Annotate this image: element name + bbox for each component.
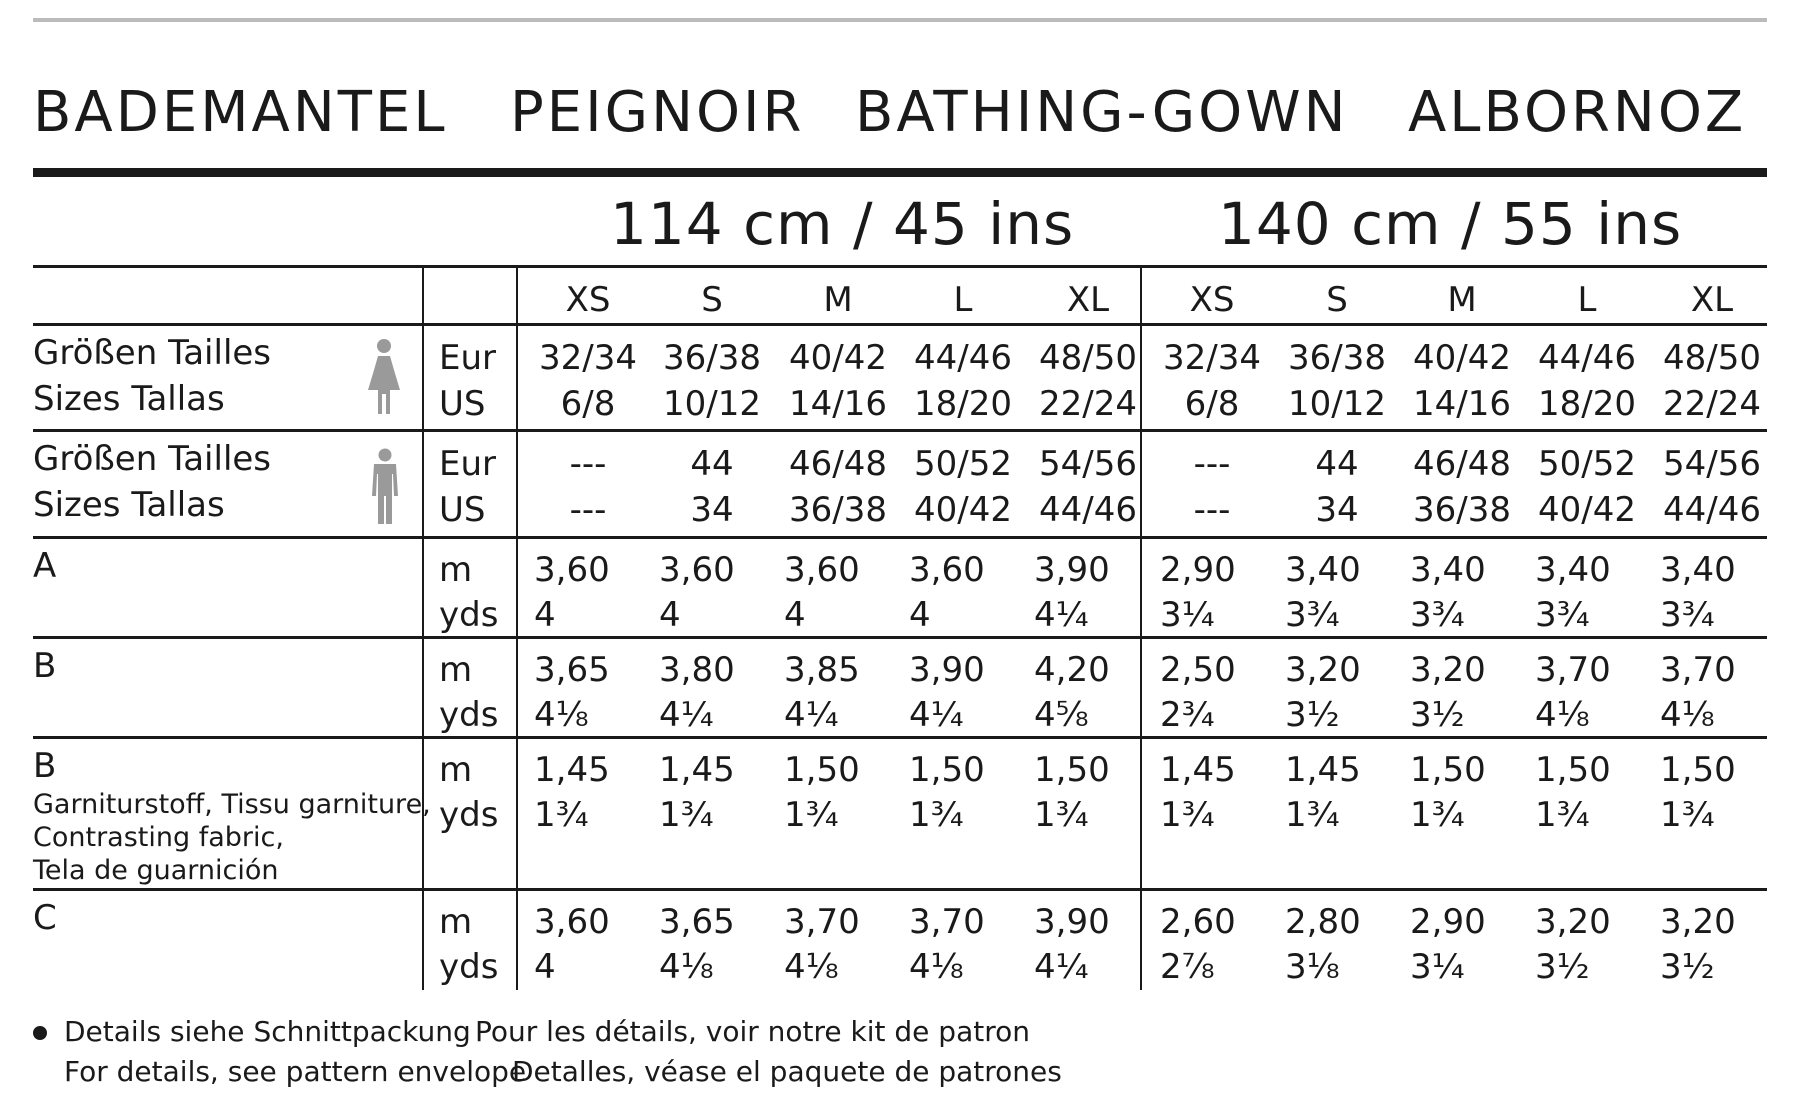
men-size-label-2: Sizes Tallas [33,485,225,525]
men-us-unit: US [439,490,486,530]
title-word-de: BADEMANTEL [33,80,448,145]
yards-value: 1¾ [1034,795,1089,835]
men-us-size: 40/42 [1538,490,1636,530]
men-eur-size: --- [1193,444,1231,484]
view-b-yds-unit: yds [439,695,499,735]
size-code: S [701,280,723,320]
view-a-yds-unit: yds [439,595,499,635]
meters-value: 3,85 [784,650,860,690]
yards-value: 1¾ [1285,795,1340,835]
meters-value: 3,60 [909,550,985,590]
meters-value: 1,45 [534,750,610,790]
women-us-size: 10/12 [663,384,761,424]
women-eur-size: 48/50 [1663,338,1761,378]
yards-value: 3½ [1535,947,1590,987]
yards-value: 4⅛ [1660,695,1715,735]
women-us-unit: US [439,384,486,424]
women-eur-size: 32/34 [539,338,637,378]
yards-value: 3¼ [1410,947,1465,987]
view-b-contrast-label: B [33,746,57,786]
meters-value: 1,50 [784,750,860,790]
women-eur-unit: Eur [439,338,497,378]
meters-value: 1,50 [1034,750,1110,790]
meters-value: 1,50 [1535,750,1611,790]
women-size-label-1: Größen Tailles [33,333,272,373]
yards-value: 4⅛ [659,947,714,987]
men-us-size: 44/46 [1663,490,1761,530]
yards-value: 3¾ [1660,595,1715,635]
yards-value: 4¼ [1034,947,1089,987]
rule-after-women [33,429,1767,432]
col-rule-label [422,266,424,990]
meters-value: 3,70 [1535,650,1611,690]
meters-value: 3,70 [909,902,985,942]
women-eur-size: 36/38 [663,338,761,378]
women-us-size: 22/24 [1039,384,1137,424]
meters-value: 2,90 [1160,550,1236,590]
size-code: XL [1066,280,1110,320]
meters-value: 2,60 [1160,902,1236,942]
meters-value: 1,45 [1160,750,1236,790]
width-140-header: 140 cm / 55 ins [1218,190,1683,258]
yards-value: 4¼ [659,695,714,735]
women-eur-size: 48/50 [1039,338,1137,378]
meters-value: 4,20 [1034,650,1110,690]
men-eur-size: 46/48 [1413,444,1511,484]
meters-value: 3,65 [534,650,610,690]
women-us-size: 10/12 [1288,384,1386,424]
men-us-size: --- [569,490,607,530]
meters-value: 3,40 [1660,550,1736,590]
top-rule [33,18,1767,22]
yards-value: 3¼ [1160,595,1215,635]
women-us-size: 14/16 [1413,384,1511,424]
title-rule [33,168,1767,177]
women-us-size: 18/20 [1538,384,1636,424]
footer-note-fr: Pour les détails, voir notre kit de patron [475,1015,1030,1048]
meters-value: 3,40 [1410,550,1486,590]
size-code: L [953,280,973,320]
yards-value: 1¾ [1160,795,1215,835]
man-figure-icon [370,448,400,526]
meters-value: 3,40 [1285,550,1361,590]
meters-value: 3,20 [1535,902,1611,942]
size-code: S [1326,280,1348,320]
women-eur-size: 44/46 [914,338,1012,378]
footer-note-en: For details, see pattern envelope [64,1055,527,1088]
yards-value: 4⅛ [1535,695,1590,735]
yards-value: 3¾ [1285,595,1340,635]
meters-value: 3,90 [1034,902,1110,942]
size-code: XL [1690,280,1734,320]
men-eur-size: --- [569,444,607,484]
view-b-contrast-note-1: Garniturstoff, Tissu garniture, [33,789,431,820]
women-size-label-2: Sizes Tallas [33,379,225,419]
size-code: XS [565,280,611,320]
yards-value: 4⅛ [784,947,839,987]
yards-value: 4⅛ [909,947,964,987]
view-a-label: A [33,546,57,586]
meters-value: 1,50 [909,750,985,790]
title-word-fr: PEIGNOIR [510,80,805,145]
yards-value: 1¾ [1660,795,1715,835]
yards-value: 4 [534,947,556,987]
view-b-m-unit: m [439,650,473,690]
meters-value: 1,45 [659,750,735,790]
meters-value: 3,60 [784,550,860,590]
rule-after-codes [33,323,1767,326]
footer-bullet [33,1026,47,1040]
women-us-size: 6/8 [1184,384,1240,424]
meters-value: 1,45 [1285,750,1361,790]
yards-value: 4 [909,595,931,635]
women-eur-size: 40/42 [1413,338,1511,378]
yards-value: 1¾ [659,795,714,835]
women-us-size: 22/24 [1663,384,1761,424]
yards-value: 3⅛ [1285,947,1340,987]
yards-value: 4⅛ [534,695,589,735]
men-us-size: 34 [1315,490,1359,530]
view-b-label: B [33,646,57,686]
rule-after-b [33,736,1767,739]
men-size-label-1: Größen Tailles [33,439,272,479]
header-rule [33,265,1767,268]
size-code: XS [1189,280,1235,320]
men-eur-size: 44 [1315,444,1359,484]
meters-value: 3,90 [1034,550,1110,590]
yards-value: 2⅞ [1160,947,1215,987]
yards-value: 4⅝ [1034,695,1089,735]
yards-value: 2¾ [1160,695,1215,735]
yards-value: 1¾ [534,795,589,835]
size-code: M [823,280,853,320]
yards-value: 4 [784,595,806,635]
meters-value: 3,20 [1410,650,1486,690]
yards-value: 4 [534,595,556,635]
size-code: M [1447,280,1477,320]
meters-value: 3,65 [659,902,735,942]
meters-value: 3,40 [1535,550,1611,590]
col-rule-unit [516,266,518,990]
rule-after-b-contrast [33,888,1767,891]
yards-value: 4 [659,595,681,635]
men-us-size: 40/42 [914,490,1012,530]
men-us-size: 44/46 [1039,490,1137,530]
meters-value: 1,50 [1660,750,1736,790]
title-word-en: BATHING-GOWN [855,80,1349,145]
footer-note-es: Detalles, véase el paquete de patrones [512,1055,1062,1088]
woman-figure-icon [366,338,402,416]
view-b-contrast-note-3: Tela de guarnición [33,855,279,886]
men-eur-size: 46/48 [789,444,887,484]
yards-value: 3¾ [1410,595,1465,635]
meters-value: 3,70 [1660,650,1736,690]
men-eur-size: 54/56 [1039,444,1137,484]
men-us-size: --- [1193,490,1231,530]
meters-value: 3,70 [784,902,860,942]
yards-value: 3½ [1660,947,1715,987]
meters-value: 3,20 [1285,650,1361,690]
yards-value: 4¼ [909,695,964,735]
yards-value: 3½ [1285,695,1340,735]
women-us-size: 14/16 [789,384,887,424]
footer-note-de: Details siehe Schnittpackung [64,1015,471,1048]
rule-after-a [33,636,1767,639]
width-114-header: 114 cm / 45 ins [610,190,1075,258]
men-eur-size: 44 [690,444,734,484]
women-us-size: 6/8 [560,384,616,424]
yards-value: 4¼ [784,695,839,735]
view-a-m-unit: m [439,550,473,590]
view-b-contrast-yds-unit: yds [439,795,499,835]
view-b-contrast-note-2: Contrasting fabric, [33,822,284,853]
women-eur-size: 44/46 [1538,338,1636,378]
women-eur-size: 36/38 [1288,338,1386,378]
title-word-es: ALBORNOZ [1408,80,1747,145]
men-eur-size: 50/52 [1538,444,1636,484]
meters-value: 3,80 [659,650,735,690]
women-eur-size: 40/42 [789,338,887,378]
meters-value: 3,60 [659,550,735,590]
view-c-m-unit: m [439,902,473,942]
meters-value: 2,90 [1410,902,1486,942]
men-us-size: 34 [690,490,734,530]
view-c-yds-unit: yds [439,947,499,987]
men-eur-size: 50/52 [914,444,1012,484]
men-eur-unit: Eur [439,444,497,484]
meters-value: 1,50 [1410,750,1486,790]
men-eur-size: 54/56 [1663,444,1761,484]
meters-value: 3,20 [1660,902,1736,942]
size-code: L [1577,280,1597,320]
women-eur-size: 32/34 [1163,338,1261,378]
meters-value: 2,50 [1160,650,1236,690]
yards-value: 4¼ [1034,595,1089,635]
yards-value: 1¾ [909,795,964,835]
view-b-contrast-m-unit: m [439,750,473,790]
men-us-size: 36/38 [789,490,887,530]
meters-value: 3,60 [534,550,610,590]
view-c-label: C [33,898,57,938]
meters-value: 3,90 [909,650,985,690]
meters-value: 2,80 [1285,902,1361,942]
rule-after-men [33,536,1767,539]
yards-value: 1¾ [1410,795,1465,835]
yards-value: 3½ [1410,695,1465,735]
yards-value: 1¾ [784,795,839,835]
women-us-size: 18/20 [914,384,1012,424]
yards-value: 1¾ [1535,795,1590,835]
meters-value: 3,60 [534,902,610,942]
yards-value: 3¾ [1535,595,1590,635]
men-us-size: 36/38 [1413,490,1511,530]
